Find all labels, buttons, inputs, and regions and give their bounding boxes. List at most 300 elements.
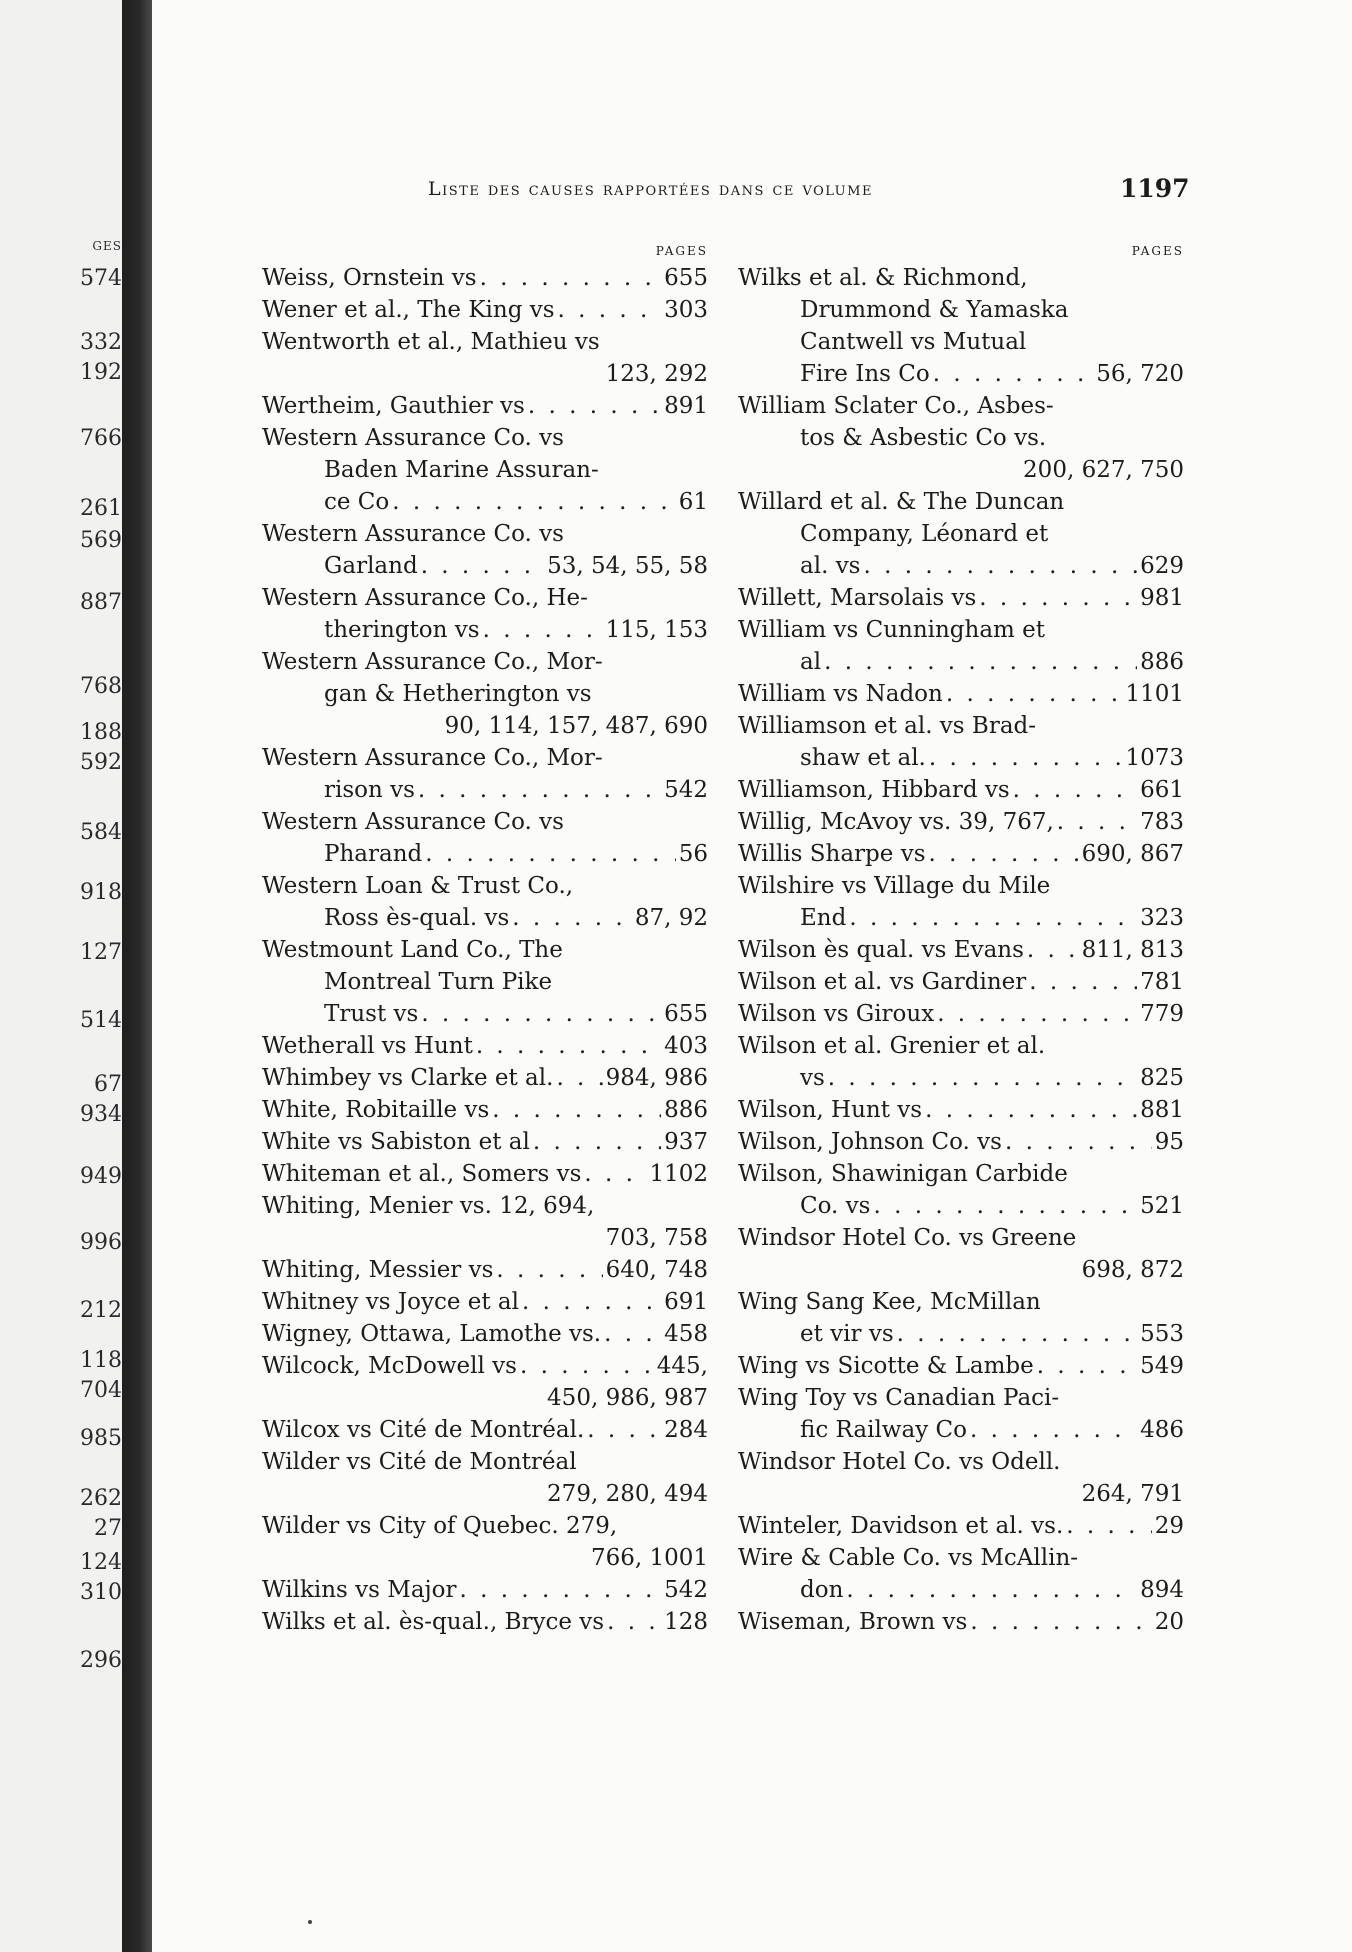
- previous-page-fragment: 949: [80, 1164, 122, 1189]
- previous-page-fragment: 766: [80, 426, 122, 451]
- entry-page-numbers: 284: [664, 1417, 708, 1443]
- entry-line: [262, 262, 708, 294]
- dot-leader: [828, 1062, 1137, 1094]
- dot-leader: [937, 998, 1137, 1030]
- entry-continuation-line: Montreal Turn Pike: [324, 969, 553, 995]
- entry-continuation-text: ce Co: [324, 489, 390, 515]
- index-entry: [262, 262, 708, 294]
- index-entry: [262, 742, 708, 806]
- entry-continuation-text: therington vs: [324, 617, 480, 643]
- dot-leader: [946, 678, 1123, 710]
- previous-page-fragment: 574: [80, 266, 122, 291]
- entry-line: [262, 1126, 708, 1158]
- entry-line: Wilson et al. Grenier et al.: [738, 1033, 1046, 1059]
- index-column-left: [262, 240, 708, 1638]
- entry-continuation-line: [262, 550, 708, 582]
- entry-continuation-text: don: [800, 1577, 844, 1603]
- entry-page-numbers: 881: [1140, 1097, 1184, 1123]
- previous-page-fragment: 934: [80, 1102, 122, 1127]
- entry-party-names: Weiss, Ornstein vs: [262, 265, 477, 291]
- entry-page-numbers: 690, 867: [1081, 841, 1184, 867]
- index-entry: [738, 998, 1184, 1030]
- entry-page-numbers: 655: [664, 1001, 708, 1027]
- index-entry: [738, 934, 1184, 966]
- dot-leader: [522, 1286, 661, 1318]
- index-entry: [738, 678, 1184, 710]
- dot-leader: [421, 998, 661, 1030]
- entry-line: Wilks et al. & Richmond,: [738, 265, 1028, 291]
- previous-page-fragment: 569: [80, 528, 122, 553]
- entry-continuation-line: [262, 902, 708, 934]
- entry-line: [262, 1062, 708, 1094]
- entry-continuation-text: vs: [800, 1065, 825, 1091]
- entry-continuation-text: Pharand: [324, 841, 423, 867]
- entry-pages-line: 279, 280, 494: [547, 1481, 708, 1507]
- dot-leader: [607, 1606, 661, 1638]
- previous-page-fragment: 188: [80, 720, 122, 745]
- entry-line: [738, 582, 1184, 614]
- entry-line: [738, 838, 1184, 870]
- entry-pages-line: 123, 292: [605, 361, 708, 387]
- entry-page-numbers: 445,: [656, 1353, 708, 1379]
- dot-leader: [587, 1414, 661, 1446]
- index-entry: [738, 1510, 1184, 1542]
- book-gutter-shadow: [122, 0, 152, 1952]
- entry-continuation-line: [738, 1574, 1184, 1606]
- entry-continuation-line: Drummond & Yamaska: [800, 297, 1069, 323]
- dot-leader: [392, 486, 675, 518]
- previous-page-fragment: 887: [80, 590, 122, 615]
- entry-pages-line: 450, 986, 987: [547, 1385, 708, 1411]
- entry-continuation-line: Cantwell vs Mutual: [800, 329, 1027, 355]
- dot-leader: [873, 1190, 1137, 1222]
- entry-party-names: William vs Nadon: [738, 681, 943, 707]
- paper-speck: [308, 1920, 312, 1924]
- entry-continuation-line: [738, 646, 1184, 678]
- running-head: [428, 178, 1048, 200]
- entry-line: [262, 1094, 708, 1126]
- entry-page-numbers: 56: [678, 841, 708, 867]
- dot-leader: [520, 1350, 654, 1382]
- entry-line: [738, 806, 1184, 838]
- previous-page-fragment: 262: [80, 1486, 122, 1511]
- index-entry: [738, 1350, 1184, 1382]
- index-entry: [262, 1318, 708, 1350]
- entry-line: [262, 1254, 708, 1286]
- entry-pages-line: 703, 758: [605, 1225, 708, 1251]
- index-entry: [738, 1158, 1184, 1222]
- entry-line: Western Assurance Co. vs: [262, 809, 564, 835]
- previous-page-fragment: 124: [80, 1550, 122, 1575]
- dot-leader: [496, 1254, 602, 1286]
- dot-leader: [849, 902, 1137, 934]
- index-entry: [738, 966, 1184, 998]
- entry-line: Windsor Hotel Co. vs Odell.: [738, 1449, 1061, 1475]
- entry-continuation-line: [262, 998, 708, 1030]
- index-entry: [738, 390, 1184, 486]
- index-column-right: [738, 240, 1184, 1638]
- index-entry: [262, 422, 708, 518]
- index-entry: [738, 1222, 1184, 1286]
- pages-column-label: PAGES: [655, 244, 708, 258]
- entry-continuation-line: [262, 614, 708, 646]
- entry-party-names: Willett, Marsolais vs: [738, 585, 977, 611]
- entry-continuation-text: Trust vs: [324, 1001, 419, 1027]
- entry-page-numbers: 303: [664, 297, 708, 323]
- entry-page-numbers: 542: [664, 777, 708, 803]
- entry-continuation-line: [262, 838, 708, 870]
- dot-leader: [421, 550, 544, 582]
- entry-line: Wilder vs Cité de Montréal: [262, 1449, 577, 1475]
- entry-continuation-line: [738, 902, 1184, 934]
- entry-party-names: Wiseman, Brown vs: [738, 1609, 968, 1635]
- previous-page-fragment: 996: [80, 1230, 122, 1255]
- entry-line: Williamson et al. vs Brad-: [738, 713, 1037, 739]
- entry-page-numbers: 403: [664, 1033, 708, 1059]
- index-entry: [262, 806, 708, 870]
- entry-page-numbers: 937: [664, 1129, 708, 1155]
- previous-page-fragment: 261: [80, 496, 122, 521]
- index-entry: [262, 1414, 708, 1446]
- entry-line: Wilshire vs Village du Mile: [738, 873, 1051, 899]
- entry-page-numbers: 29: [1154, 1513, 1184, 1539]
- dot-leader: [584, 1158, 646, 1190]
- entry-party-names: Wilson et al. vs Gardiner: [738, 969, 1027, 995]
- previous-page-fragment: 332: [80, 330, 122, 355]
- entry-line: [738, 934, 1184, 966]
- dot-leader: [604, 1318, 661, 1350]
- previous-page-fragment: 768: [80, 674, 122, 699]
- index-entry: [262, 870, 708, 934]
- entry-party-names: Whiting, Messier vs: [262, 1257, 494, 1283]
- pages-column-label: PAGES: [1131, 244, 1184, 258]
- entry-line: Western Loan & Trust Co.,: [262, 873, 574, 899]
- entry-line: Wing Sang Kee, McMillan: [738, 1289, 1041, 1315]
- entry-page-numbers: 458: [664, 1321, 708, 1347]
- entry-continuation-text: Co. vs: [800, 1193, 871, 1219]
- dot-leader: [864, 550, 1138, 582]
- entry-party-names: Wilkins vs Major: [262, 1577, 457, 1603]
- entry-line: William Sclater Co., Asbes-: [738, 393, 1054, 419]
- index-entry: [262, 1062, 708, 1094]
- entry-page-numbers: 783: [1140, 809, 1184, 835]
- dot-leader: [897, 1318, 1137, 1350]
- entry-line: [262, 1318, 708, 1350]
- index-entry: [738, 838, 1184, 870]
- previous-page-fragment: 310: [80, 1580, 122, 1605]
- index-entry: [262, 518, 708, 582]
- dot-leader: [929, 838, 1079, 870]
- index-entry: [738, 262, 1184, 390]
- entry-page-numbers: 640, 748: [605, 1257, 708, 1283]
- entry-line: Western Assurance Co., Mor-: [262, 649, 603, 675]
- entry-continuation-line: [738, 1190, 1184, 1222]
- entry-page-numbers: 128: [664, 1609, 708, 1635]
- entry-continuation-text: Garland: [324, 553, 418, 579]
- entry-page-numbers: 661: [1140, 777, 1184, 803]
- dot-leader: [533, 1126, 661, 1158]
- dot-leader: [824, 646, 1137, 678]
- entry-page-numbers: 1073: [1125, 745, 1184, 771]
- entry-page-numbers: 323: [1140, 905, 1184, 931]
- previous-page-fragment: 985: [80, 1426, 122, 1451]
- dot-leader: [1027, 934, 1079, 966]
- index-entry: [738, 710, 1184, 774]
- index-entry: [738, 614, 1184, 678]
- entry-line: Westmount Land Co., The: [262, 937, 563, 963]
- entry-line: [738, 1094, 1184, 1126]
- entry-page-numbers: 95: [1154, 1129, 1184, 1155]
- entry-page-numbers: 1102: [649, 1161, 708, 1187]
- entry-party-names: Wigney, Ottawa, Lamothe vs.: [262, 1321, 602, 1347]
- dot-leader: [480, 262, 662, 294]
- entry-line: [262, 1606, 708, 1638]
- entry-continuation-line: [738, 1318, 1184, 1350]
- index-entry: [738, 1286, 1184, 1350]
- entry-page-numbers: 87, 92: [634, 905, 708, 931]
- index-entry: [738, 1446, 1184, 1510]
- entry-page-numbers: 1101: [1125, 681, 1184, 707]
- entry-pages-line: 200, 627, 750: [1023, 457, 1184, 483]
- entry-line: [738, 1350, 1184, 1382]
- previous-page-fragment: 584: [80, 820, 122, 845]
- index-entry: [738, 1606, 1184, 1638]
- entry-line: Western Assurance Co. vs: [262, 425, 564, 451]
- entry-line: Wire & Cable Co. vs McAllin-: [738, 1545, 1079, 1571]
- entry-continuation-text: End: [800, 905, 847, 931]
- entry-party-names: Willis Sharpe vs: [738, 841, 926, 867]
- index-entry: [262, 1254, 708, 1286]
- index-entry: [262, 1286, 708, 1318]
- entry-continuation-text: et vir vs: [800, 1321, 894, 1347]
- entry-page-numbers: 115, 153: [605, 617, 708, 643]
- entry-line: [262, 1414, 708, 1446]
- entry-continuation-line: Baden Marine Assuran-: [324, 457, 599, 483]
- previous-page-fragment: 27: [94, 1516, 122, 1541]
- entry-page-numbers: 811, 813: [1081, 937, 1184, 963]
- entry-party-names: Whitney vs Joyce et al: [262, 1289, 519, 1315]
- page-number: 1197: [1120, 174, 1190, 203]
- entry-continuation-text: Fire Ins Co: [800, 361, 930, 387]
- dot-leader: [1057, 806, 1137, 838]
- entry-continuation-text: shaw et al.: [800, 745, 926, 771]
- previous-page-fragment: 592: [80, 750, 122, 775]
- entry-party-names: Wing vs Sicotte & Lambe: [738, 1353, 1034, 1379]
- index-entry: [262, 934, 708, 1030]
- previous-page-fragment: 67: [94, 1072, 122, 1097]
- entry-page-numbers: 61: [678, 489, 708, 515]
- dot-leader: [492, 1094, 661, 1126]
- entry-party-names: Wilcox vs Cité de Montréal.: [262, 1417, 585, 1443]
- entry-line: [262, 294, 708, 326]
- entry-page-numbers: 886: [664, 1097, 708, 1123]
- entry-party-names: Wetherall vs Hunt: [262, 1033, 473, 1059]
- entry-party-names: Wilcock, McDowell vs: [262, 1353, 517, 1379]
- index-entry: [262, 646, 708, 742]
- previous-page-fragment: 514: [80, 1008, 122, 1033]
- entry-party-names: Willig, McAvoy vs. 39, 767,: [738, 809, 1054, 835]
- entry-line: Western Assurance Co. vs: [262, 521, 564, 547]
- entry-line: Wilson, Shawinigan Carbide: [738, 1161, 1068, 1187]
- entry-line: [738, 1606, 1184, 1638]
- entry-continuation-text: Ross ès-qual. vs: [324, 905, 510, 931]
- left-entries: [262, 262, 708, 1638]
- previous-page-fragment: GES: [92, 239, 122, 253]
- entry-line: Windsor Hotel Co. vs Greene: [738, 1225, 1077, 1251]
- index-entry: [738, 1126, 1184, 1158]
- index-entry: [262, 1126, 708, 1158]
- dot-leader: [846, 1574, 1137, 1606]
- entry-party-names: Whimbey vs Clarke et al.: [262, 1065, 554, 1091]
- entry-party-names: Wilson, Johnson Co. vs: [738, 1129, 1002, 1155]
- entry-page-numbers: 779: [1140, 1001, 1184, 1027]
- dot-leader: [1066, 1510, 1151, 1542]
- entry-party-names: White, Robitaille vs: [262, 1097, 490, 1123]
- index-entry: [262, 1510, 708, 1574]
- entry-page-numbers: 984, 986: [605, 1065, 708, 1091]
- entry-continuation-line: [738, 742, 1184, 774]
- entry-page-numbers: 825: [1140, 1065, 1184, 1091]
- entry-page-numbers: 549: [1140, 1353, 1184, 1379]
- index-entry: [262, 326, 708, 390]
- entry-party-names: Wilson ès qual. vs Evans: [738, 937, 1024, 963]
- entry-continuation-line: [262, 774, 708, 806]
- index-entry: [262, 582, 708, 646]
- dot-leader: [558, 294, 662, 326]
- dot-leader: [528, 390, 661, 422]
- dot-leader: [460, 1574, 662, 1606]
- dot-leader: [929, 742, 1123, 774]
- index-entry: [262, 390, 708, 422]
- entry-line: [262, 390, 708, 422]
- entry-page-numbers: 629: [1140, 553, 1184, 579]
- index-entry: [262, 1190, 708, 1254]
- index-entry: [738, 870, 1184, 934]
- right-entries: [738, 262, 1184, 1638]
- entry-page-numbers: 553: [1140, 1321, 1184, 1347]
- entry-line: Whiting, Menier vs. 12, 694,: [262, 1193, 595, 1219]
- entry-line: [738, 998, 1184, 1030]
- index-entry: [262, 294, 708, 326]
- entry-continuation-text: al: [800, 649, 822, 675]
- previous-page-fragment: 918: [80, 880, 122, 905]
- previous-page-fragment: 296: [80, 1648, 122, 1673]
- entry-continuation-text: fic Railway Co: [800, 1417, 967, 1443]
- running-head-text: Liste des causes rapportées dans ce volume: [428, 178, 873, 200]
- entry-pages-line: 264, 791: [1081, 1481, 1184, 1507]
- dot-leader: [1029, 966, 1137, 998]
- entry-page-numbers: 542: [664, 1577, 708, 1603]
- entry-page-numbers: 981: [1140, 585, 1184, 611]
- entry-continuation-line: gan & Hetherington vs: [324, 681, 592, 707]
- dot-leader: [979, 582, 1137, 614]
- entry-line: [262, 1158, 708, 1190]
- index-entry: [262, 1446, 708, 1510]
- previous-page-fragment: 118: [80, 1348, 122, 1373]
- index-entry: [262, 1094, 708, 1126]
- entry-line: [738, 966, 1184, 998]
- entry-page-numbers: 781: [1140, 969, 1184, 995]
- entry-page-numbers: 53, 54, 55, 58: [547, 553, 708, 579]
- entry-line: [262, 1030, 708, 1062]
- entry-page-numbers: 521: [1140, 1193, 1184, 1219]
- previous-page-fragment: 212: [80, 1298, 122, 1323]
- index-entry: [738, 774, 1184, 806]
- entry-page-numbers: 894: [1140, 1577, 1184, 1603]
- index-entry: [738, 1382, 1184, 1446]
- entry-pages-line: 766, 1001: [590, 1545, 708, 1571]
- entry-pages-line: 698, 872: [1081, 1257, 1184, 1283]
- entry-pages-line: 90, 114, 157, 487, 690: [444, 713, 708, 739]
- entry-party-names: White vs Sabiston et al: [262, 1129, 530, 1155]
- entry-continuation-text: rison vs: [324, 777, 415, 803]
- entry-party-names: Whiteman et al., Somers vs: [262, 1161, 582, 1187]
- entry-continuation-line: [738, 550, 1184, 582]
- entry-page-numbers: 486: [1140, 1417, 1184, 1443]
- index-entry: [738, 1094, 1184, 1126]
- dot-leader: [556, 1062, 602, 1094]
- index-entry: [738, 1542, 1184, 1606]
- entry-party-names: Wilson vs Giroux: [738, 1001, 935, 1027]
- entry-line: [738, 1126, 1184, 1158]
- entry-continuation-line: [738, 1414, 1184, 1446]
- dot-leader: [970, 1606, 1151, 1638]
- entry-party-names: Wertheim, Gauthier vs: [262, 393, 525, 419]
- entry-line: [738, 774, 1184, 806]
- entry-page-numbers: 56, 720: [1096, 361, 1184, 387]
- index-entry: [262, 1158, 708, 1190]
- index-entry: [738, 806, 1184, 838]
- entry-page-numbers: 655: [664, 265, 708, 291]
- dot-leader: [933, 358, 1094, 390]
- entry-line: Wentworth et al., Mathieu vs: [262, 329, 600, 355]
- dot-leader: [425, 838, 675, 870]
- entry-continuation-line: [738, 358, 1184, 390]
- index-entry: [262, 1350, 708, 1414]
- entry-party-names: Williamson, Hibbard vs: [738, 777, 1010, 803]
- entry-continuation-line: Company, Léonard et: [800, 521, 1049, 547]
- index-entry: [262, 1606, 708, 1638]
- entry-party-names: Wilks et al. ès-qual., Bryce vs: [262, 1609, 605, 1635]
- index-entry: [738, 486, 1184, 582]
- index-entry: [738, 582, 1184, 614]
- previous-page-fragment: 704: [80, 1378, 122, 1403]
- entry-line: Western Assurance Co., Mor-: [262, 745, 603, 771]
- entry-line: [738, 1510, 1184, 1542]
- index-entry: [262, 1030, 708, 1062]
- dot-leader: [476, 1030, 661, 1062]
- entry-party-names: Winteler, Davidson et al. vs.: [738, 1513, 1064, 1539]
- previous-page-fragment: 127: [80, 940, 122, 965]
- entry-line: William vs Cunningham et: [738, 617, 1046, 643]
- previous-page-edge: [0, 0, 122, 1952]
- entry-party-names: Wener et al., The King vs: [262, 297, 555, 323]
- dot-leader: [1013, 774, 1137, 806]
- entry-page-numbers: 20: [1154, 1609, 1184, 1635]
- entry-line: Western Assurance Co., He-: [262, 585, 588, 611]
- entry-line: Willard et al. & The Duncan: [738, 489, 1065, 515]
- entry-line: Wilder vs City of Quebec. 279,: [262, 1513, 618, 1539]
- dot-leader: [970, 1414, 1137, 1446]
- dot-leader: [512, 902, 632, 934]
- entry-line: Wing Toy vs Canadian Paci-: [738, 1385, 1060, 1411]
- entry-continuation-line: [738, 1062, 1184, 1094]
- dot-leader: [1037, 1350, 1137, 1382]
- entry-continuation-line: tos & Asbestic Co vs.: [800, 425, 1047, 451]
- dot-leader: [925, 1094, 1137, 1126]
- entry-continuation-line: [262, 486, 708, 518]
- index-entry: [738, 1030, 1184, 1094]
